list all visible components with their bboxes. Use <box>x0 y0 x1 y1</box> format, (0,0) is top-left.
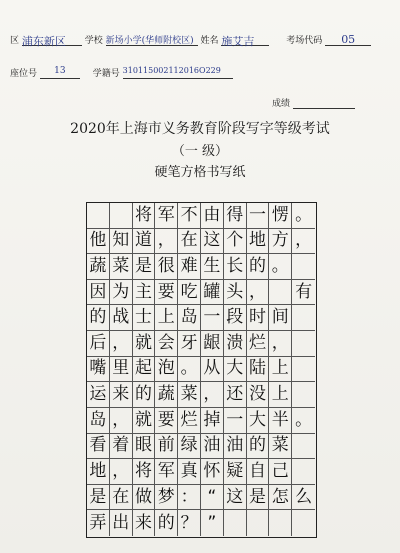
grid-cell: 菜 <box>269 434 292 460</box>
grid-cell: 在 <box>178 229 201 255</box>
seat-field <box>40 66 80 79</box>
grid-cell: 这 <box>201 229 224 255</box>
grid-cell: 得 <box>224 203 247 229</box>
venue-code-value: 05 <box>341 33 356 46</box>
grid-cell: 着 <box>110 434 133 460</box>
grid-cell: 嘴 <box>87 357 110 383</box>
student-id-label: 学籍号 <box>92 69 120 79</box>
grid-cell: 没 <box>247 382 270 408</box>
grid-cell: 烂 <box>178 408 201 434</box>
grid-cell: ， <box>247 280 270 306</box>
grid-cell: 由 <box>201 203 224 229</box>
grid-cell: 。 <box>178 357 201 383</box>
student-id-value: 310115002112016O229 <box>122 66 221 75</box>
grid-cell: 龈 <box>201 331 224 357</box>
grid-cell: 在 <box>110 485 133 511</box>
district-value: 浦东新区 <box>21 35 66 48</box>
grid-cell: ？ <box>178 510 201 536</box>
grid-cell: 大 <box>224 357 247 383</box>
grid-cell: 愣 <box>269 203 292 229</box>
grid-cell: “ <box>201 485 224 511</box>
paper-type: 硬笔方格书写纸 <box>154 165 246 180</box>
grid-cell <box>292 434 315 460</box>
venue-code-field <box>325 33 371 46</box>
grid-cell: 是 <box>247 485 270 511</box>
grid-cell <box>87 203 110 229</box>
grid-cell: 就 <box>133 331 156 357</box>
grid-cell: 战 <box>110 305 133 331</box>
grid-cell: 上 <box>269 357 292 383</box>
grid-cell: ： <box>178 485 201 511</box>
grid-cell: 这 <box>224 485 247 511</box>
grid-cell: 的 <box>247 434 270 460</box>
grid-cell: 弄 <box>87 510 110 536</box>
grid-cell: 从 <box>201 357 224 383</box>
grid-cell: 牙 <box>178 331 201 357</box>
grid-cell <box>269 280 292 306</box>
grid-cell: 知 <box>110 229 133 255</box>
grid-cell: 吃 <box>178 280 201 306</box>
grid-cell: 掉 <box>201 408 224 434</box>
grid-cell: 会 <box>155 331 178 357</box>
grid-cell: 疑 <box>224 459 247 485</box>
grid-cell: 油 <box>224 434 247 460</box>
grid-cell: 运 <box>87 382 110 408</box>
exam-level: （一 级） <box>171 144 229 159</box>
grid-cell: 段 <box>224 305 247 331</box>
grid-cell: 里 <box>110 357 133 383</box>
grid-cell: 有 <box>292 280 315 306</box>
grid-cell: 不 <box>178 203 201 229</box>
grid-cell: 就 <box>133 408 156 434</box>
grid-cell: 长 <box>224 254 247 280</box>
grid-cell: 将 <box>133 203 156 229</box>
grid-cell: 起 <box>133 357 156 383</box>
grid-cell: 上 <box>269 382 292 408</box>
name-label: 姓名 <box>200 36 219 46</box>
grid-cell: 梦 <box>155 485 178 511</box>
grid-cell: 还 <box>224 382 247 408</box>
grid-cell <box>292 331 315 357</box>
grid-cell: 蔬 <box>155 382 178 408</box>
grid-cell: 头 <box>224 280 247 306</box>
school-value: 新场小学(华师附校区) <box>105 36 194 46</box>
grid-cell: 泡 <box>155 357 178 383</box>
grid-cell: 。 <box>292 408 315 434</box>
name-field <box>221 33 269 46</box>
grid-cell: 为 <box>110 280 133 306</box>
school-label: 学校 <box>84 36 103 46</box>
grid-cell <box>292 510 315 536</box>
header-line-1 <box>10 33 371 46</box>
grid-cell: 。 <box>292 203 315 229</box>
grid-cell <box>110 203 133 229</box>
grid-cell: 生 <box>201 254 224 280</box>
grid-cell: 要 <box>155 280 178 306</box>
grid-cell <box>247 510 270 536</box>
grid-cell: 己 <box>269 459 292 485</box>
grid-cell: 真 <box>178 459 201 485</box>
grid-cell: 半 <box>269 408 292 434</box>
grid-cell: 后 <box>87 331 110 357</box>
seat-label: 座位号 <box>10 69 38 79</box>
grid-cell: 很 <box>155 254 178 280</box>
grid-cell <box>269 510 292 536</box>
grid-cell <box>292 382 315 408</box>
grid-cell: 来 <box>133 510 156 536</box>
grid-cell: 道 <box>133 229 156 255</box>
grid-cell: 出 <box>110 510 133 536</box>
grid-cell: 蔬 <box>87 254 110 280</box>
grid-cell: 要 <box>155 408 178 434</box>
score-row <box>272 96 355 109</box>
grid-cell: 上 <box>155 305 178 331</box>
grid-cell: 是 <box>133 254 156 280</box>
grid-cell: 油 <box>201 434 224 460</box>
grid-cell: ” <box>201 510 224 536</box>
grid-cell: ， <box>110 459 133 485</box>
grid-cell: 间 <box>269 305 292 331</box>
district-field <box>22 33 82 46</box>
grid-cell: 。 <box>269 254 292 280</box>
grid-cell: 的 <box>133 382 156 408</box>
grid-cell: 溃 <box>224 331 247 357</box>
grid-cell: 菜 <box>178 382 201 408</box>
grid-cell: 因 <box>87 280 110 306</box>
grid-cell: ， <box>269 331 292 357</box>
grid-cell: 一 <box>247 203 270 229</box>
grid-cell: 么 <box>292 485 315 511</box>
grid-cell: 地 <box>247 229 270 255</box>
grid-cell <box>224 510 247 536</box>
grid-cell: ， <box>201 382 224 408</box>
grid-cell: 看 <box>87 434 110 460</box>
grid-cell: 一 <box>224 408 247 434</box>
grid-cell: 军 <box>155 203 178 229</box>
grid-cell <box>292 254 315 280</box>
grid-cell: 地 <box>87 459 110 485</box>
grid-cell: ， <box>110 408 133 434</box>
grid-cell: 自 <box>247 459 270 485</box>
district-label: 区 <box>10 36 20 46</box>
grid-cell: 将 <box>133 459 156 485</box>
grid-cell: 军 <box>155 459 178 485</box>
grid-cell: 难 <box>178 254 201 280</box>
grid-cell: 来 <box>110 382 133 408</box>
grid-cell: 个 <box>224 229 247 255</box>
grid-cell: 士 <box>133 305 156 331</box>
grid-cell: 眼 <box>133 434 156 460</box>
grid-cell: 岛 <box>87 408 110 434</box>
seat-value: 13 <box>54 66 66 76</box>
grid-cell: 怎 <box>269 485 292 511</box>
grid-cell <box>292 305 315 331</box>
grid-cell: ， <box>292 229 315 255</box>
grid-cell: ， <box>155 229 178 255</box>
grid-cell: 罐 <box>201 280 224 306</box>
grid-cell: 他 <box>87 229 110 255</box>
grid-cell: 菜 <box>110 254 133 280</box>
grid-cell: 方 <box>269 229 292 255</box>
grid-cell: 的 <box>155 510 178 536</box>
score-label: 成绩 <box>272 99 291 109</box>
venue-code-label: 考场代码 <box>286 36 323 46</box>
student-id-field <box>123 66 233 79</box>
grid-cell: 陆 <box>247 357 270 383</box>
score-field <box>293 96 355 109</box>
grid-cell: 主 <box>133 280 156 306</box>
grid-cell: 大 <box>247 408 270 434</box>
grid-cell: 时 <box>247 305 270 331</box>
grid-cell: 的 <box>247 254 270 280</box>
grid-cell: 烂 <box>247 331 270 357</box>
header-line-2 <box>10 66 233 79</box>
grid-cell <box>292 357 315 383</box>
school-field <box>106 33 198 46</box>
grid-cell: 是 <box>87 485 110 511</box>
grid-cell: 的 <box>87 305 110 331</box>
grid-cell: 一 <box>201 305 224 331</box>
grid-cell <box>292 459 315 485</box>
name-value: 施艾吉 <box>221 35 255 48</box>
writing-grid <box>86 202 317 538</box>
exam-title: 2020年上海市义务教育阶段写字等级考试 <box>70 121 330 137</box>
grid-cell: 怀 <box>201 459 224 485</box>
grid-cell: ， <box>110 331 133 357</box>
grid-cell: 岛 <box>178 305 201 331</box>
grid-cell: 前 <box>155 434 178 460</box>
grid-cell: 做 <box>133 485 156 511</box>
grid-cell: 绿 <box>178 434 201 460</box>
